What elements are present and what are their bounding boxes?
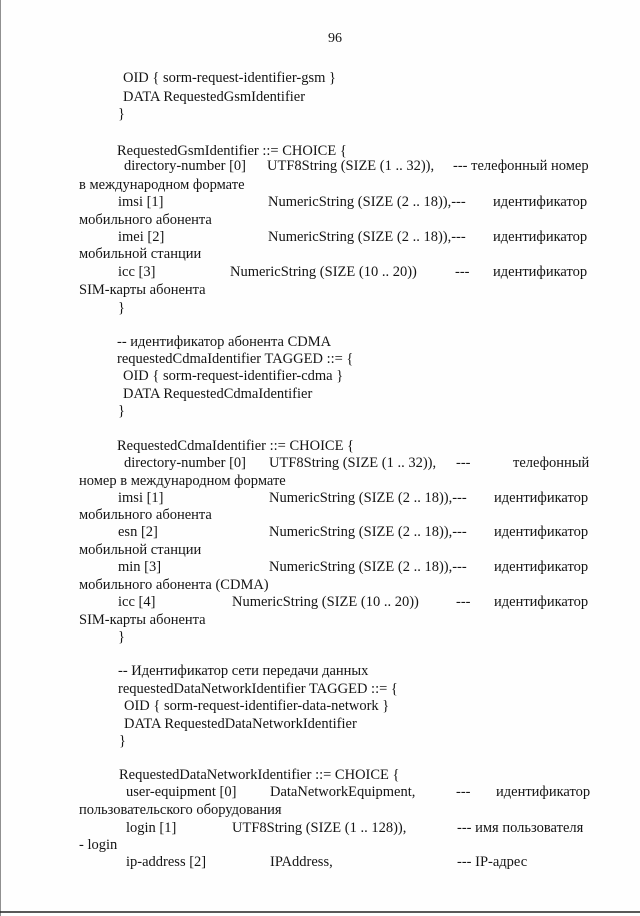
closing-brace: }: [118, 300, 125, 316]
comment-continuation: SIM-карты абонента: [79, 282, 206, 298]
page-number: 96: [328, 31, 342, 46]
scan-left-edge: [0, 0, 1, 916]
field-type: DataNetworkEquipment,: [270, 784, 416, 800]
comment-continuation: SIM-карты абонента: [79, 612, 206, 628]
field-comment: идентификатор: [496, 784, 591, 800]
closing-brace: }: [118, 403, 125, 419]
field-name: login [1]: [126, 820, 177, 836]
field-comment: идентификатор: [493, 264, 588, 280]
comment-continuation: - login: [79, 837, 118, 853]
field-name: esn [2]: [118, 524, 158, 540]
field-type: NumericString (SIZE (2 .. 18)),---: [268, 194, 466, 210]
comment-continuation: мобильного абонента: [79, 212, 212, 228]
field-comment: идентификатор: [493, 194, 588, 210]
field-comment: телефонный: [513, 455, 590, 471]
field-type: NumericString (SIZE (2 .. 18)),---: [268, 229, 466, 245]
field-name: min [3]: [118, 559, 162, 575]
code-line: OID { sorm-request-identifier-gsm }: [123, 70, 336, 86]
code-line: RequestedCdmaIdentifier ::= CHOICE {: [117, 438, 355, 454]
field-comment: идентификатор: [494, 490, 589, 506]
field-name: imsi [1]: [118, 490, 164, 506]
code-line: DATA RequestedDataNetworkIdentifier: [124, 716, 357, 732]
code-comment: -- идентификатор абонента CDMA: [117, 334, 332, 350]
comment-continuation: мобильной станции: [79, 246, 202, 262]
field-name: icc [4]: [118, 594, 156, 610]
field-comment-dash: ---: [456, 594, 471, 610]
field-name: user-equipment [0]: [126, 784, 237, 800]
code-comment: -- Идентификатор сети передачи данных: [118, 663, 369, 679]
code-line: OID { sorm-request-identifier-cdma }: [123, 368, 344, 384]
code-line: DATA RequestedCdmaIdentifier: [123, 386, 313, 402]
field-comment-dash: ---: [456, 455, 471, 471]
field-type: NumericString (SIZE (2 .. 18)),---: [269, 490, 467, 506]
scan-bottom-edge: [0, 911, 640, 913]
comment-continuation: номер в международном формате: [79, 473, 286, 489]
field-type: UTF8String (SIZE (1 .. 32)),: [269, 455, 437, 471]
closing-brace: }: [118, 106, 125, 122]
field-type: NumericString (SIZE (10 .. 20)): [230, 264, 417, 280]
field-comment: идентификатор: [494, 524, 589, 540]
field-comment: идентификатор: [493, 229, 588, 245]
field-name: directory-number [0]: [124, 455, 246, 471]
field-name: icc [3]: [118, 264, 156, 280]
field-type: IPAddress,: [270, 854, 333, 870]
closing-brace: }: [118, 629, 125, 645]
field-type: NumericString (SIZE (2 .. 18)),---: [269, 524, 467, 540]
field-type: NumericString (SIZE (2 .. 18)),---: [269, 559, 467, 575]
field-comment: --- имя пользователя: [457, 820, 584, 836]
field-comment: идентификатор: [494, 559, 589, 575]
field-name: ip-address [2]: [126, 854, 207, 870]
field-comment-dash: ---: [455, 264, 470, 280]
field-comment: --- телефонный номер: [453, 158, 589, 174]
field-comment: идентификатор: [494, 594, 589, 610]
field-type: UTF8String (SIZE (1 .. 128)),: [232, 820, 407, 836]
field-name: imsi [1]: [118, 194, 164, 210]
field-type: NumericString (SIZE (10 .. 20)): [232, 594, 419, 610]
code-line: requestedCdmaIdentifier TAGGED ::= {: [117, 351, 354, 367]
field-type: UTF8String (SIZE (1 .. 32)),: [267, 158, 435, 174]
field-comment: --- IP-адрес: [457, 854, 528, 870]
code-line: requestedDataNetworkIdentifier TAGGED ::= {: [118, 681, 398, 697]
code-line: OID { sorm-request-identifier-data-network }: [124, 698, 390, 714]
comment-continuation: мобильного абонента: [79, 507, 212, 523]
comment-continuation: пользовательского оборудования: [79, 802, 282, 818]
field-comment-dash: ---: [456, 784, 471, 800]
comment-continuation: в международном формате: [79, 177, 245, 193]
field-name: imei [2]: [118, 229, 165, 245]
code-line: RequestedDataNetworkIdentifier ::= CHOICE {: [119, 767, 400, 783]
comment-continuation: мобильной станции: [79, 542, 202, 558]
field-name: directory-number [0]: [124, 158, 246, 174]
code-line: DATA RequestedGsmIdentifier: [123, 89, 306, 105]
comment-continuation: мобильного абонента (CDMA): [79, 577, 269, 593]
code-line: RequestedGsmIdentifier ::= CHOICE {: [117, 143, 347, 159]
closing-brace: }: [119, 733, 126, 749]
